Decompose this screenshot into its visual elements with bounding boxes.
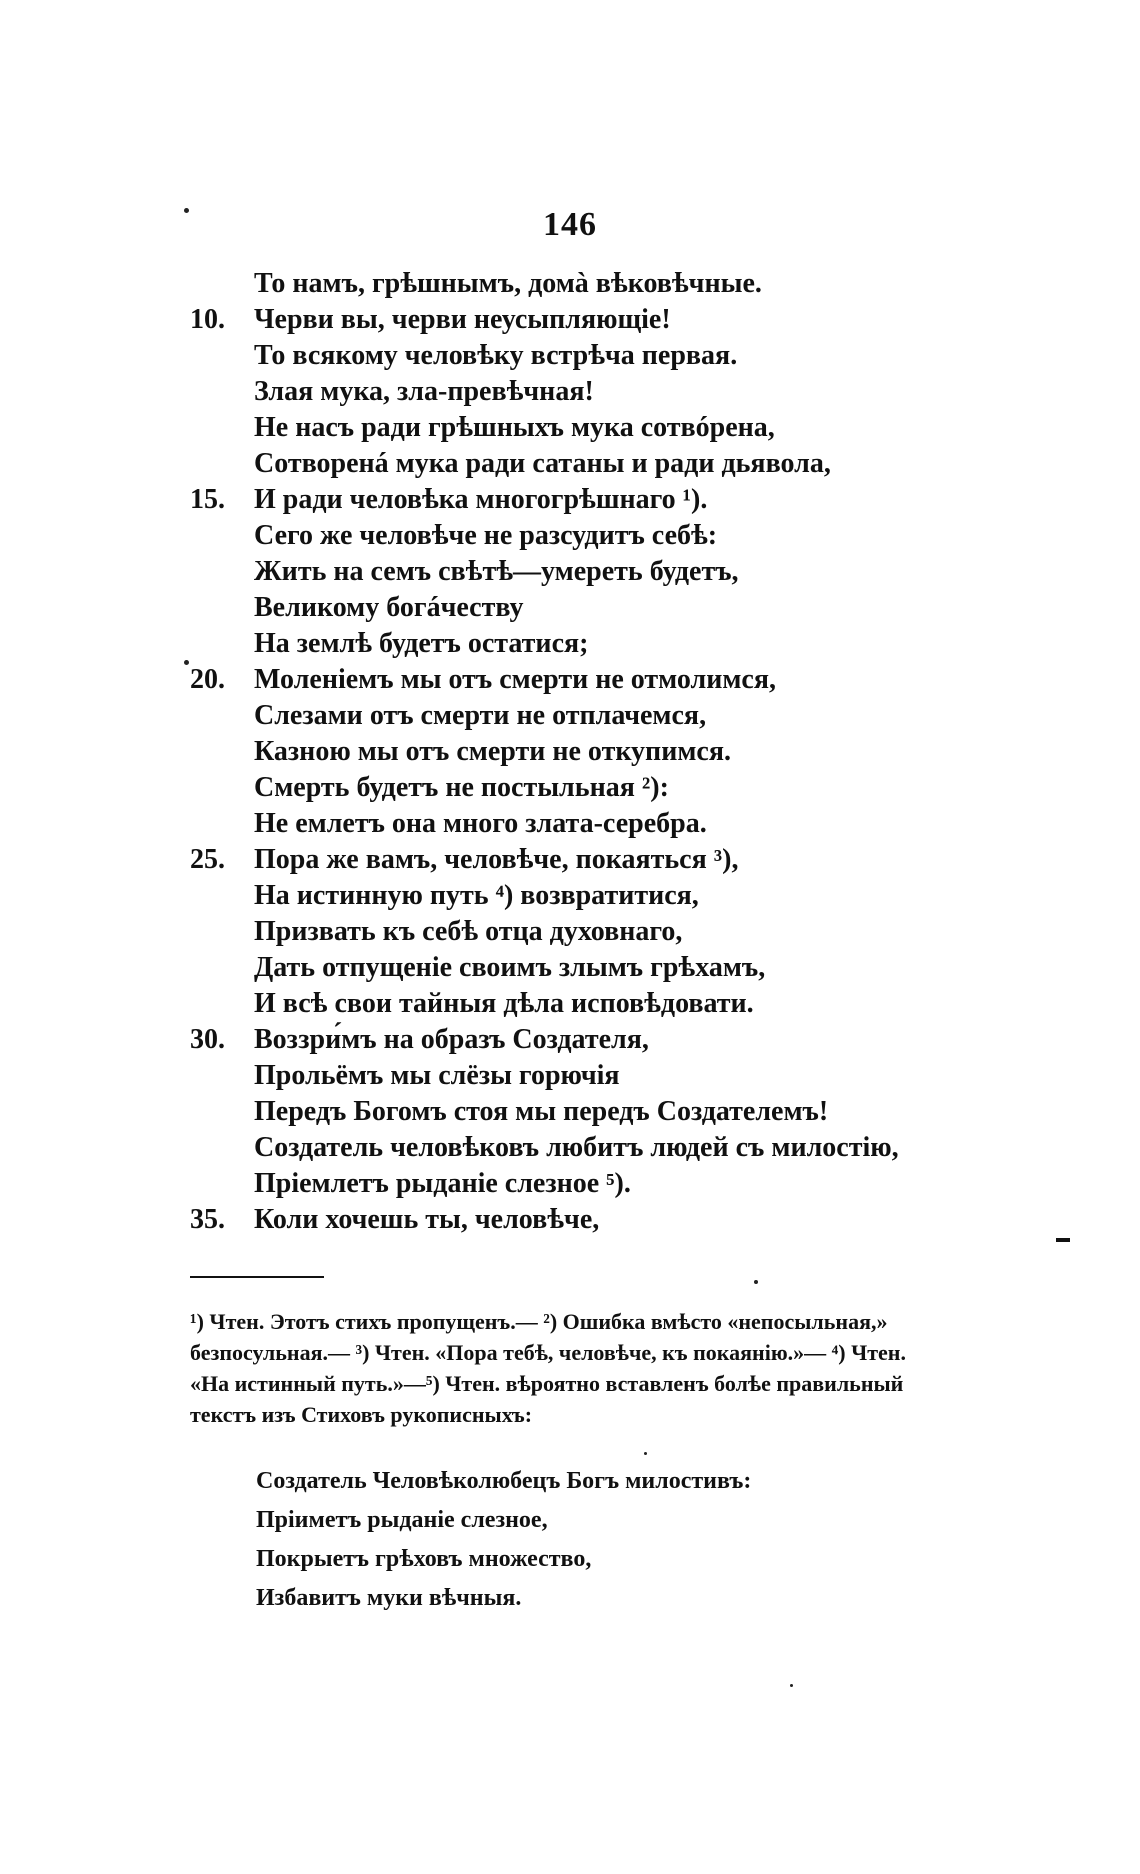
verse-number: 30. [190, 1024, 225, 1055]
verse-line [190, 338, 1010, 374]
footnote-line: ¹) Чтен. Этотъ стихъ пропущенъ.— ²) Ошибка вмѣсто «непосыльная,» [190, 1309, 888, 1334]
footnote-line: безпосульная.— ³) Чтен. «Пора тебѣ, человѣче, къ покаянію.»— ⁴) Чтен. [190, 1340, 906, 1365]
verse-line [190, 1202, 1010, 1238]
verse-text: Казнoю мы отъ смерти не откупимся. [254, 736, 731, 767]
verse-text: Слезами отъ смерти не отплачемся, [254, 700, 707, 731]
verse-line [190, 410, 1010, 446]
quote-line: Избавитъ муки вѣчныя. [256, 1585, 522, 1611]
verse-number: 10. [190, 304, 225, 335]
verse-line [190, 842, 1010, 878]
verse-text: Передъ Богомъ стоя мы передъ Создателемъ! [254, 1096, 829, 1127]
verse-text: Жить на семъ свѣтѣ—умереть будетъ, [254, 556, 739, 587]
verse-line [190, 1022, 1010, 1058]
verse-text: Воззри́мъ на образъ Создателя, [254, 1024, 649, 1055]
poem-verses [190, 266, 1010, 1238]
footnotes [190, 1306, 990, 1430]
verse-number: 25. [190, 844, 225, 875]
verse-text: Создатель человѣковъ любитъ людей съ милостію, [254, 1132, 899, 1163]
verse-text: Пора же вамъ, человѣче, покаяться ³), [254, 844, 739, 875]
print-speck [184, 660, 189, 665]
print-speck [754, 1280, 758, 1284]
verse-text: Сотворенá мука ради сатаны и ради дьявола, [254, 448, 831, 479]
verse-line [190, 302, 1010, 338]
verse-line [190, 518, 1010, 554]
print-speck [790, 1684, 793, 1687]
verse-number: 20. [190, 664, 225, 695]
verse-line [190, 1166, 1010, 1202]
verse-text: То намъ, грѣшнымъ, домà вѣковѣчные. [254, 268, 762, 299]
verse-text: На землѣ будетъ остатися; [254, 628, 589, 659]
verse-line [190, 734, 1010, 770]
verse-line [190, 662, 1010, 698]
verse-line [190, 1094, 1010, 1130]
verse-line [190, 770, 1010, 806]
verse-text: Великому богáчеству [254, 592, 524, 623]
verse-text: Дать отпущеніе своимъ злымъ грѣхамъ, [254, 952, 766, 983]
quote-line: Пріиметъ рыданіе слезное, [256, 1507, 548, 1533]
verse-line [190, 626, 1010, 662]
verse-text: Сего же человѣче не разсудитъ себѣ: [254, 520, 718, 551]
footnote-line: текстъ изъ Стиховъ рукописныхъ: [190, 1402, 533, 1427]
verse-line [190, 878, 1010, 914]
verse-line [190, 1058, 1010, 1094]
verse-text: Прольёмъ мы слёзы горючія [254, 1060, 620, 1091]
verse-line [190, 950, 1010, 986]
quote-line: Создатель Человѣколюбецъ Богъ милостивъ: [256, 1468, 752, 1494]
footnote-quote [256, 1462, 956, 1618]
quote-line: Покрыетъ грѣховъ множество, [256, 1546, 592, 1572]
verse-text: На истинную путь ⁴) возвратитися, [254, 880, 699, 911]
verse-number: 15. [190, 484, 225, 515]
verse-line [190, 986, 1010, 1022]
verse-line [190, 446, 1010, 482]
verse-text: Не насъ ради грѣшныхъ мука сотвóрена, [254, 412, 775, 443]
verse-line [190, 914, 1010, 950]
verse-text: Злая мука, зла-превѣчная! [254, 376, 594, 407]
verse-line [190, 806, 1010, 842]
verse-text: Смерть будетъ не постыльная ²): [254, 772, 669, 803]
margin-mark [1056, 1238, 1070, 1242]
footnote-divider [190, 1276, 324, 1278]
print-speck [644, 1452, 647, 1455]
verse-line [190, 590, 1010, 626]
verse-number: 35. [190, 1204, 225, 1235]
verse-text: И ради человѣка многогрѣшнаго ¹). [254, 484, 708, 515]
page-number: 146 [543, 206, 597, 243]
verse-text: Пріемлетъ рыданіе слезное ⁵). [254, 1168, 631, 1199]
verse-line [190, 374, 1010, 410]
verse-text: Не емлетъ она много злата-серебра. [254, 808, 707, 839]
print-speck [184, 208, 189, 213]
verse-text: Коли хочешь ты, человѣче, [254, 1204, 600, 1235]
verse-text: Призвать къ себѣ отца духовнаго, [254, 916, 683, 947]
verse-text: Моленіемъ мы отъ смерти не отмолимся, [254, 664, 776, 695]
verse-line [190, 482, 1010, 518]
verse-text: И всѣ свои тайныя дѣла исповѣдовати. [254, 988, 754, 1019]
verse-line [190, 1130, 1010, 1166]
verse-text: Черви вы, черви неусыпляющіе! [254, 304, 671, 335]
footnote-line: «На истинный путь.»—⁵) Чтен. вѣроятно вставленъ болѣе правильный [190, 1371, 904, 1396]
verse-text: То всякому человѣку встрѣча первая. [254, 340, 738, 371]
verse-line [190, 554, 1010, 590]
verse-line [190, 698, 1010, 734]
verse-line [190, 266, 1010, 302]
